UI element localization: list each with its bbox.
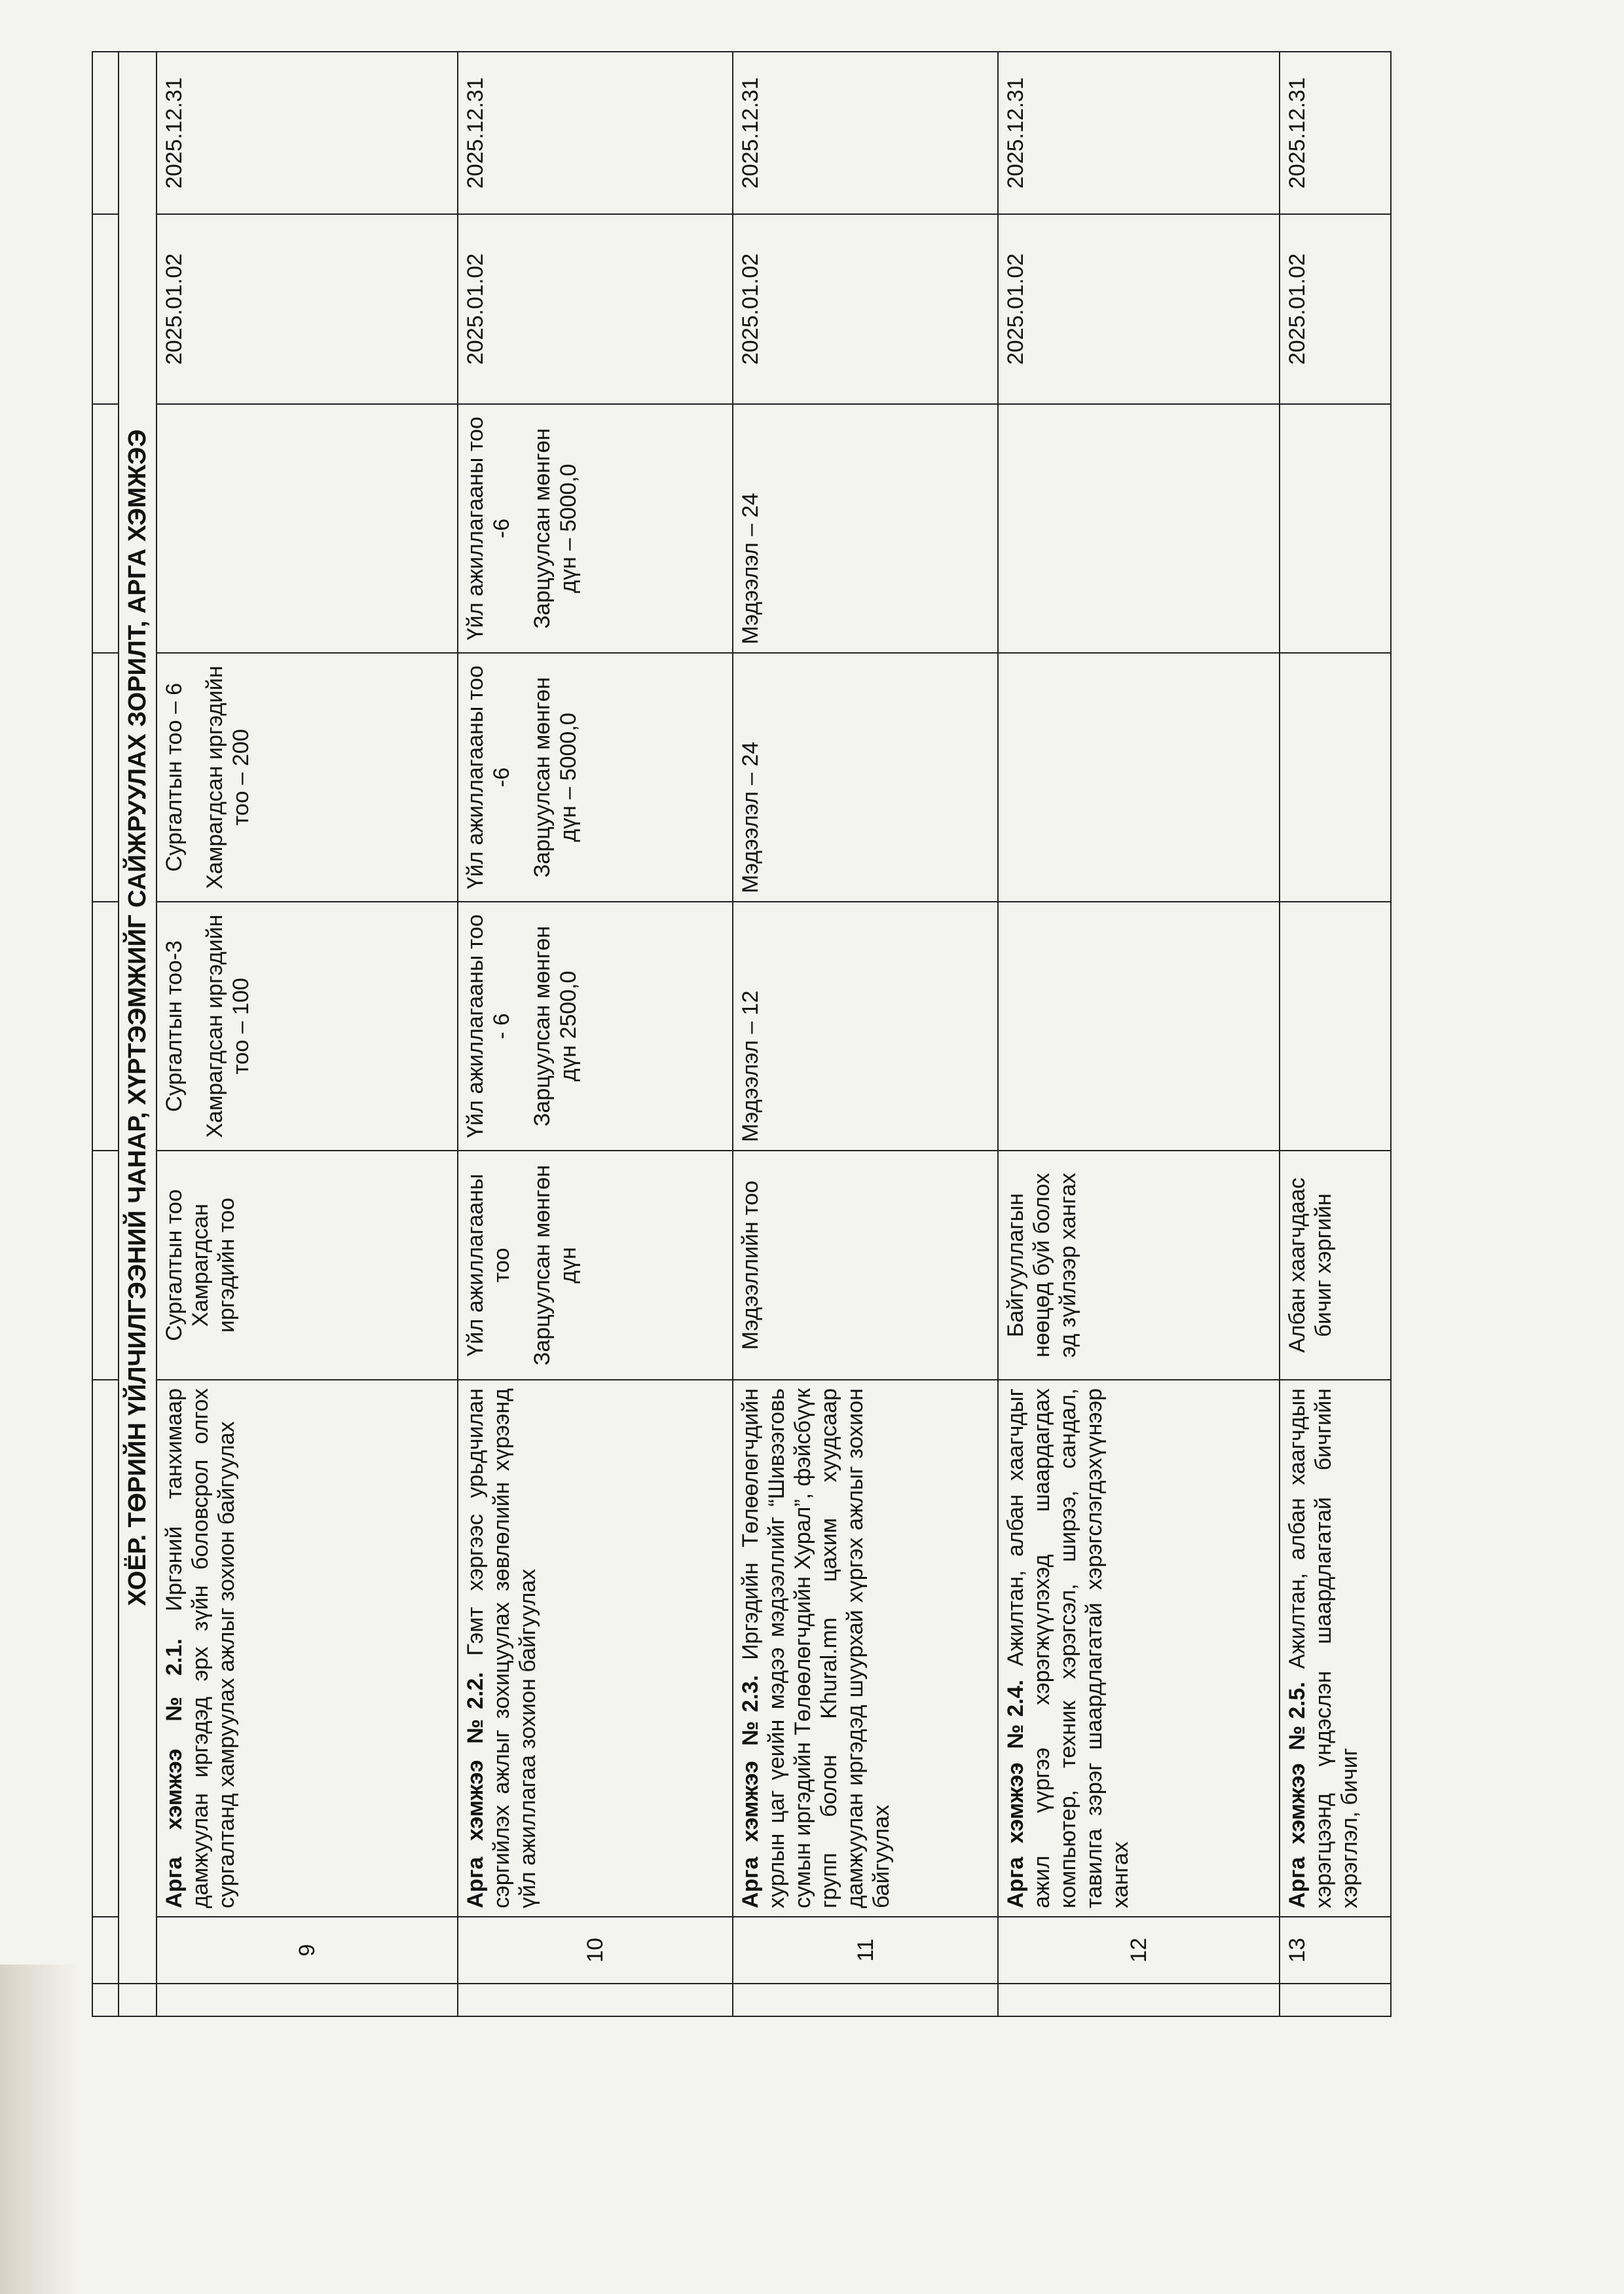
table-row xyxy=(998,52,1280,2016)
start-date: 2025.01.02 xyxy=(1280,214,1391,404)
indicator-text: Байгууллагын нөөцөд буй болох эд зүйлээр хангах xyxy=(998,1151,1280,1380)
action-label: Арга хэмжээ №2.3. xyxy=(738,1674,763,1908)
target-value: Хамрагдсан иргэдийн тоо – 200 xyxy=(202,665,253,889)
end-date: 2025.12.31 xyxy=(458,52,733,214)
row-number: 10 xyxy=(458,1917,733,1984)
start-date: 2025.01.02 xyxy=(157,214,458,404)
target-cell xyxy=(157,653,458,902)
baseline-value: Сургалтын тоо-3 xyxy=(162,940,187,1112)
action-label: Арга хэмжээ №2.5. xyxy=(1285,1682,1310,1908)
plan-cell xyxy=(458,404,733,653)
plan-cell xyxy=(157,404,458,653)
baseline-cell xyxy=(157,902,458,1151)
indicator-text: Зарцуулсан мөнгөн дүн xyxy=(530,1164,581,1366)
action-text: Иргэдийн Төлөөлөгчдийн хурлын цаг үеийн мэдээ мэдээллийг “Шивээговь сумын иргэдийн Төлөөлөгчдийн Хурал”, фэйсбүүк групп болон Khural.mn цахим хуудсаар дамжуулан иргэдэд шуурхай хүргэх ажлыг зохион байгуулах xyxy=(738,1388,894,1908)
action-cell xyxy=(458,1380,733,1917)
action-label: Арга хэмжээ №2.2. xyxy=(463,1672,488,1908)
baseline-value: Хамрагдсан иргэдийн тоо – 100 xyxy=(202,914,253,1138)
end-date: 2025.12.31 xyxy=(157,52,458,214)
plan-value: Зарцуулсан мөнгөн дүн – 5000,0 xyxy=(530,428,581,629)
target-cell xyxy=(458,653,733,902)
row-number: 11 xyxy=(733,1917,998,1984)
action-text: Ажилтан, албан хаагчдыг ажил үүргээ хэрэгжүүлэхэд шаардагдах компьютер, техник хэрэгсэл, ширээ, сандал, тавилга зэрэг шаардлагатай хэрэгслэгдэхүүнээр хангах xyxy=(1003,1388,1133,1908)
target-value: Үйл ажиллагааны тоо -6 xyxy=(463,665,514,889)
section-title: ХОЁР. ТӨРИЙН ҮЙЛЧИЛГЭЭНИЙ ЧАНАР, ХҮРТЭЭМЖИЙГ САЙЖРУУЛАХ ЗОРИЛТ, АРГА ХЭМЖЭЭ xyxy=(119,52,157,1984)
end-date: 2025.12.31 xyxy=(998,52,1280,214)
action-label: Арга хэмжээ №2.1. xyxy=(162,1638,187,1908)
header-strip xyxy=(92,52,119,2016)
action-text: Ажилтан, албан хаагчдын хэрэгцээнд үндэслэн шаардлагатай бичгийн хэрэглэл, бичиг xyxy=(1285,1388,1362,1908)
baseline-cell xyxy=(1280,902,1391,1151)
baseline-value: Зарцуулсан мөнгөн дүн 2500,0 xyxy=(530,925,581,1127)
paper-edge-shadow xyxy=(0,1965,79,2294)
rotated-sheet xyxy=(92,52,1500,2017)
action-cell xyxy=(1280,1380,1391,1917)
table-row xyxy=(458,52,733,2016)
row-number: 9 xyxy=(157,1917,458,1984)
baseline-value: Мэдээлэл – 12 xyxy=(733,902,998,1151)
baseline-value: Үйл ажиллагааны тоо - 6 xyxy=(463,914,514,1138)
end-date: 2025.12.31 xyxy=(1280,52,1391,214)
row-number: 12 xyxy=(998,1917,1280,1984)
action-cell xyxy=(733,1380,998,1917)
end-date: 2025.12.31 xyxy=(733,52,998,214)
action-cell xyxy=(157,1380,458,1917)
plan-value: Үйл ажиллагааны тоо -6 xyxy=(463,416,514,640)
indicator-text: Мэдээллийн тоо xyxy=(733,1151,998,1380)
indicator-text: Албан хаагчдаас бичиг хэргийн xyxy=(1280,1151,1391,1380)
target-value: Мэдээлэл – 24 xyxy=(733,653,998,902)
baseline-cell xyxy=(998,902,1280,1151)
section-header-row xyxy=(119,52,157,2016)
plan-value: Мэдээлэл – 24 xyxy=(733,404,998,653)
indicator-text: Үйл ажиллагааны тоо xyxy=(463,1174,514,1357)
action-text: Иргэний танхимаар дамжуулан иргэдэд эрх зүйн боловсрол олгох сургалтанд хамруулах ажлыг зохион байгуулах xyxy=(162,1388,239,1908)
target-cell xyxy=(998,653,1280,902)
action-label: Арга хэмжээ №2.4. xyxy=(1003,1679,1028,1908)
target-cell xyxy=(1280,653,1391,902)
plan-cell xyxy=(998,404,1280,653)
row-number: 13 xyxy=(1280,1917,1391,1984)
indicator-cell xyxy=(157,1151,458,1380)
action-plan-table xyxy=(92,51,1392,2017)
baseline-cell xyxy=(458,902,733,1151)
plan-cell xyxy=(1280,404,1391,653)
indicator-text: Сургалтын тоо Хамрагдсан иргэдийн тоо xyxy=(162,1189,239,1341)
start-date: 2025.01.02 xyxy=(458,214,733,404)
table-row xyxy=(1280,52,1391,2016)
action-text: Гэмт хэргээс урьдчилан сэргийлэх ажлыг зохицуулах зөвлөлийн хүрээнд үйл ажиллагаа зохион байгуулах xyxy=(463,1388,540,1908)
target-value: Сургалтын тоо – 6 xyxy=(162,682,187,872)
target-value: Зарцуулсан мөнгөн дүн – 5000,0 xyxy=(530,676,581,878)
table-row xyxy=(733,52,998,2016)
indicator-cell xyxy=(458,1151,733,1380)
table-row xyxy=(157,52,458,2016)
start-date: 2025.01.02 xyxy=(998,214,1280,404)
action-cell xyxy=(998,1380,1280,1917)
start-date: 2025.01.02 xyxy=(733,214,998,404)
